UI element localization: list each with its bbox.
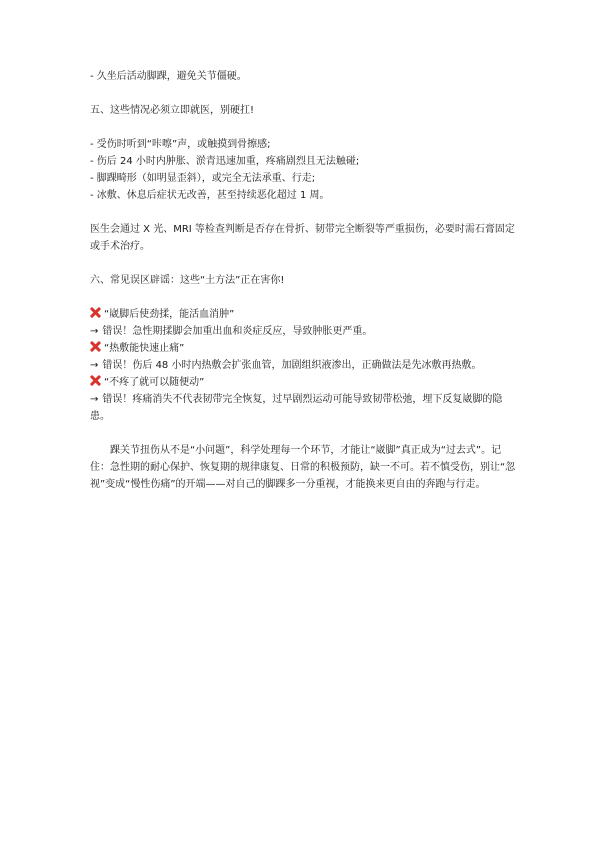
fact-item — [90, 323, 518, 340]
bullet-item: - 脚踝畸形（如明显歪斜），或完全无法承重、行走; — [90, 173, 316, 184]
fact-item — [90, 391, 518, 425]
arrow-right-icon: → — [90, 360, 99, 371]
cross-mark-icon — [90, 341, 101, 352]
fact-text: 错误！伤后 48 小时内热敷会扩张血管，加剧组织液渗出，正确做法是先冰敷再热敷。 — [102, 360, 482, 371]
myth-item — [90, 374, 518, 391]
myth-item — [90, 306, 518, 323]
section-heading: 五、这些情况必须立即就医，别硬扛! — [90, 105, 255, 116]
conclusion-paragraph: 踝关节扭伤从不是“小问题”，科学处理每一个环节，才能让“崴脚”真正成为“过去式”。记住：急性期的耐心保护、恢复期的规律康复、日常的积极预防，缺一不可。若不慎受伤，别让“忽视”变成“慢性伤痛”的开端——对自己的脚踝多一分重视，才能换来更自由的奔跑与行走。 — [90, 445, 516, 490]
fact-text: 错误！疼痛消失不代表韧带完全恢复，过早剧烈运动可能导致韧带松弛，埋下反复崴脚的隐患。 — [90, 394, 503, 422]
myth-text: “不疼了就可以随便动” — [104, 377, 205, 388]
section-heading: 六、常见误区辟谣：这些“土方法”正在害你! — [90, 275, 285, 286]
arrow-right-icon: → — [90, 394, 99, 405]
fact-text: 错误！急性期揉脚会加重出血和炎症反应，导致肿胀更严重。 — [102, 326, 373, 337]
cross-mark-icon — [90, 375, 101, 386]
myth-item — [90, 340, 518, 357]
bullet-item: - 冰敷、休息后症状无改善，甚至持续恶化超过 1 周。 — [90, 190, 330, 201]
paragraph: 医生会通过 X 光、MRI 等检查判断是否存在骨折、韧带完全断裂等严重损伤，必要时需石膏固定或手术治疗。 — [90, 224, 515, 252]
bullet-item: - 伤后 24 小时内肿胀、淤青迅速加重，疼痛剧烈且无法触碰; — [90, 156, 360, 167]
myth-text: “热敷能快速止痛” — [104, 343, 185, 354]
fact-item — [90, 357, 518, 374]
arrow-right-icon: → — [90, 326, 99, 337]
document-body — [90, 68, 518, 493]
myth-text: “崴脚后使劲揉，能活血消肿” — [104, 309, 235, 320]
cross-mark-icon — [90, 307, 101, 318]
bullet-item: - 受伤时听到“咔嚓”声，或触摸到骨擦感; — [90, 139, 271, 150]
bullet-item: - 久坐后活动脚踝，避免关节僵硬。 — [90, 71, 247, 82]
